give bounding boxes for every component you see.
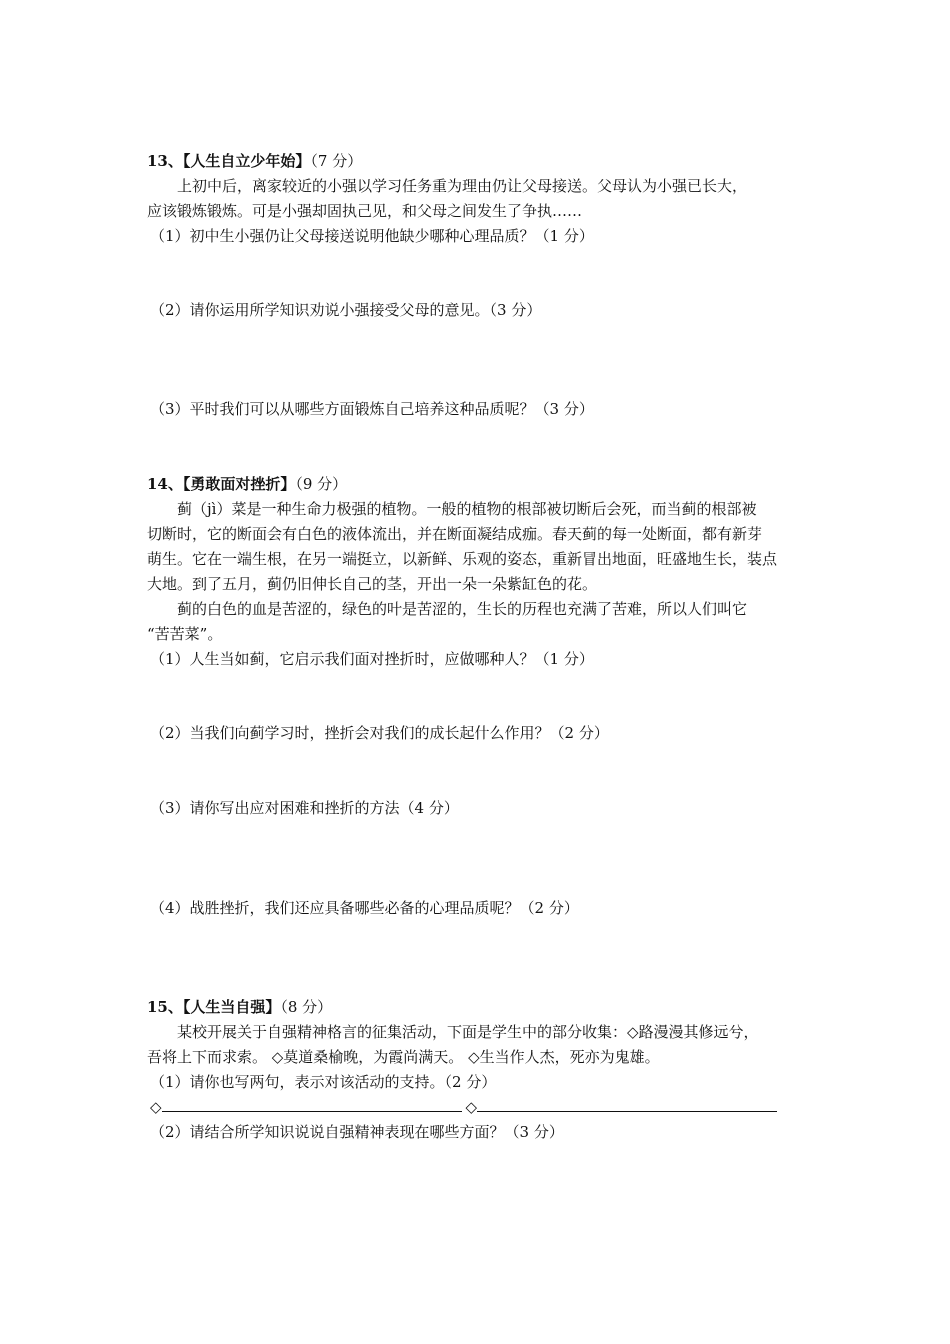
q14-sub-question-4: （4）战胜挫折，我们还应具备哪些必备的心理品质呢？（2 分）: [150, 899, 579, 917]
q14-paragraph-line-3: 萌生。它在一端生根，在另一端挺立，以新鲜、乐观的姿态，重新冒出地面，旺盛地生长，装点: [147, 550, 778, 568]
q15-points: （8 分）: [280, 998, 333, 1016]
diamond-bullet-2: ◇: [465, 1098, 478, 1116]
q14-paragraph-line-1: 蓟（jì）菜是一种生命力极强的植物。一般的植物的根部被切断后会死，而当蓟的根部被: [177, 500, 757, 518]
q14-heading: [147, 473, 347, 495]
q13-points: （7 分）: [310, 152, 363, 170]
q15-title: 15、【人生当自强】: [147, 998, 281, 1016]
q13-sub-question-2: （2）请你运用所学知识劝说小强接受父母的意见。（3 分）: [150, 301, 542, 319]
q13-paragraph-line-1: 上初中后，离家较近的小强以学习任务重为理由仍让父母接送。父母认为小强已长大，: [177, 177, 748, 195]
q14-points: （9 分）: [295, 475, 348, 493]
q14-sub-question-2: （2）当我们向蓟学习时，挫折会对我们的成长起什么作用？（2 分）: [150, 724, 609, 742]
q14-paragraph-line-2: 切断时，它的断面会有白色的液体流出，并在断面凝结成痂。春天蓟的每一处断面，都有新芽: [147, 525, 763, 543]
q14-paragraph-line-4: 大地。到了五月，蓟仍旧伸长自己的茎，开出一朵一朵紫缸色的花。: [147, 575, 598, 593]
q13-title: 13、【人生自立少年始】: [147, 152, 311, 170]
q14-paragraph-line-6: “苦苦菜”。: [147, 625, 223, 643]
q14-sub-question-1: （1）人生当如蓟，它启示我们面对挫折时，应做哪种人？（1 分）: [150, 650, 594, 668]
q13-sub-question-3: （3）平时我们可以从哪些方面锻炼自己培养这种品质呢？（3 分）: [150, 400, 594, 418]
q15-sub-question-1: （1）请你也写两句，表示对该活动的支持。（2 分）: [150, 1073, 497, 1091]
q15-sub-question-2: （2）请结合所学知识说说自强精神表现在哪些方面？（3 分）: [150, 1123, 564, 1141]
q13-heading: [147, 150, 362, 172]
q14-sub-question-3: （3）请你写出应对困难和挫折的方法（4 分）: [150, 799, 459, 817]
q13-sub-question-1: （1）初中生小强仍让父母接送说明他缺少哪种心理品质？（1 分）: [150, 227, 594, 245]
q15-heading: [147, 996, 332, 1018]
q15-paragraph-line-1: 某校开展关于自强精神格言的征集活动，下面是学生中的部分收集：◇路漫漫其修远兮，: [177, 1023, 759, 1041]
q14-paragraph-line-5: 蓟的白色的血是苦涩的，绿色的叶是苦涩的，生长的历程也充满了苦难，所以人们叫它: [177, 600, 748, 618]
q14-title: 14、【勇敢面对挫折】: [147, 475, 296, 493]
diamond-bullet-1: ◇: [150, 1098, 162, 1116]
answer-blank-1[interactable]: [162, 1096, 462, 1112]
q13-paragraph-line-2: 应该锻炼锻炼。可是小强却固执己见，和父母之间发生了争执……: [147, 202, 583, 220]
answer-blank-2[interactable]: [477, 1096, 777, 1112]
q15-answer-blanks: [150, 1096, 781, 1118]
q15-paragraph-line-2: 吾将上下而求索。 ◇莫道桑榆晚，为霞尚满天。 ◇生当作人杰，死亦为鬼雄。: [147, 1048, 660, 1066]
